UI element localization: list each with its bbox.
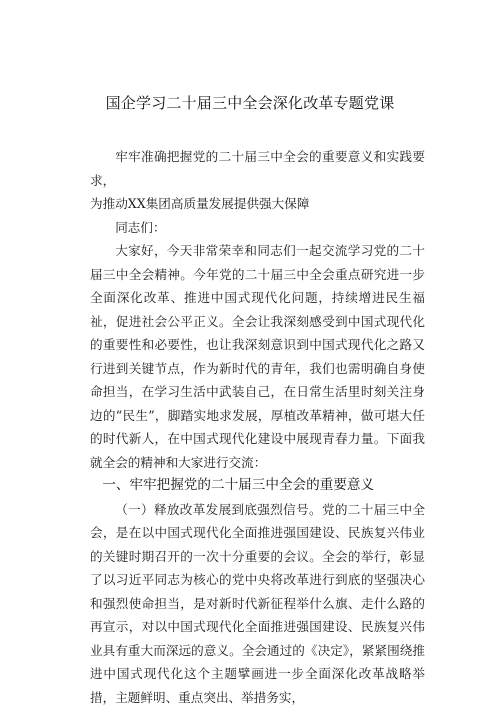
salutation: 同志们： (90, 216, 425, 240)
paragraph-section-1-1: （一）释放改革发展到底强烈信号。党的二十届三中全会，是在以中国式现代化全面推进强国建设、民族复兴伟业的关键时期召开的一次十分重要的会议。全会的举行，彰显了以习近平同志为核心的党中央将改革进行到底的坚强决心和强烈使命担当，是对新时代新征程举什么旗、走什么路的再宣示，对以中国式现代化全面推进强国建设、民族复兴伟业具有重大而深远的意义。全会通过的《决定》，紧紧围绕推进中国式现代化这个主题擘画进一步全面深化改革战略举措，主题鲜明、重点突出、举措务实， (90, 498, 425, 709)
section-heading-1: 一、牢牢把握党的二十届三中全会的重要意义 (90, 474, 425, 498)
document-body (90, 145, 425, 709)
paragraph-intro: 大家好，今天非常荣幸和同志们一起交流学习党的二十届三中全会精神。今年党的二十届三中全会重点研究进一步全面深化改革、推进中国式现代化问题，持续增进民生福祉，促进社会公平正义。全会让我深刻感受到中国式现代化的重要性和必要性，也让我深刻意识到中国式现代化之路又行进到关键节点，作为新时代的青年，我们也需明确自身使命担当，在学习生活中武装自己，在日常生活里时刻关注身边的“民生”，脚踏实地求发展，厚植改革精神，做可堪大任的时代新人，在中国式现代化建设中展现青春力量。下面我就全会的精神和大家进行交流： (90, 239, 425, 474)
subtitle-line-1: 牢牢准确把握党的二十届三中全会的重要意义和实践要求， (90, 145, 425, 192)
subtitle-line-2: 为推动XX集团高质量发展提供强大保障 (90, 192, 425, 216)
document-title: 国企学习二十届三中全会深化改革专题党课 (0, 93, 500, 113)
